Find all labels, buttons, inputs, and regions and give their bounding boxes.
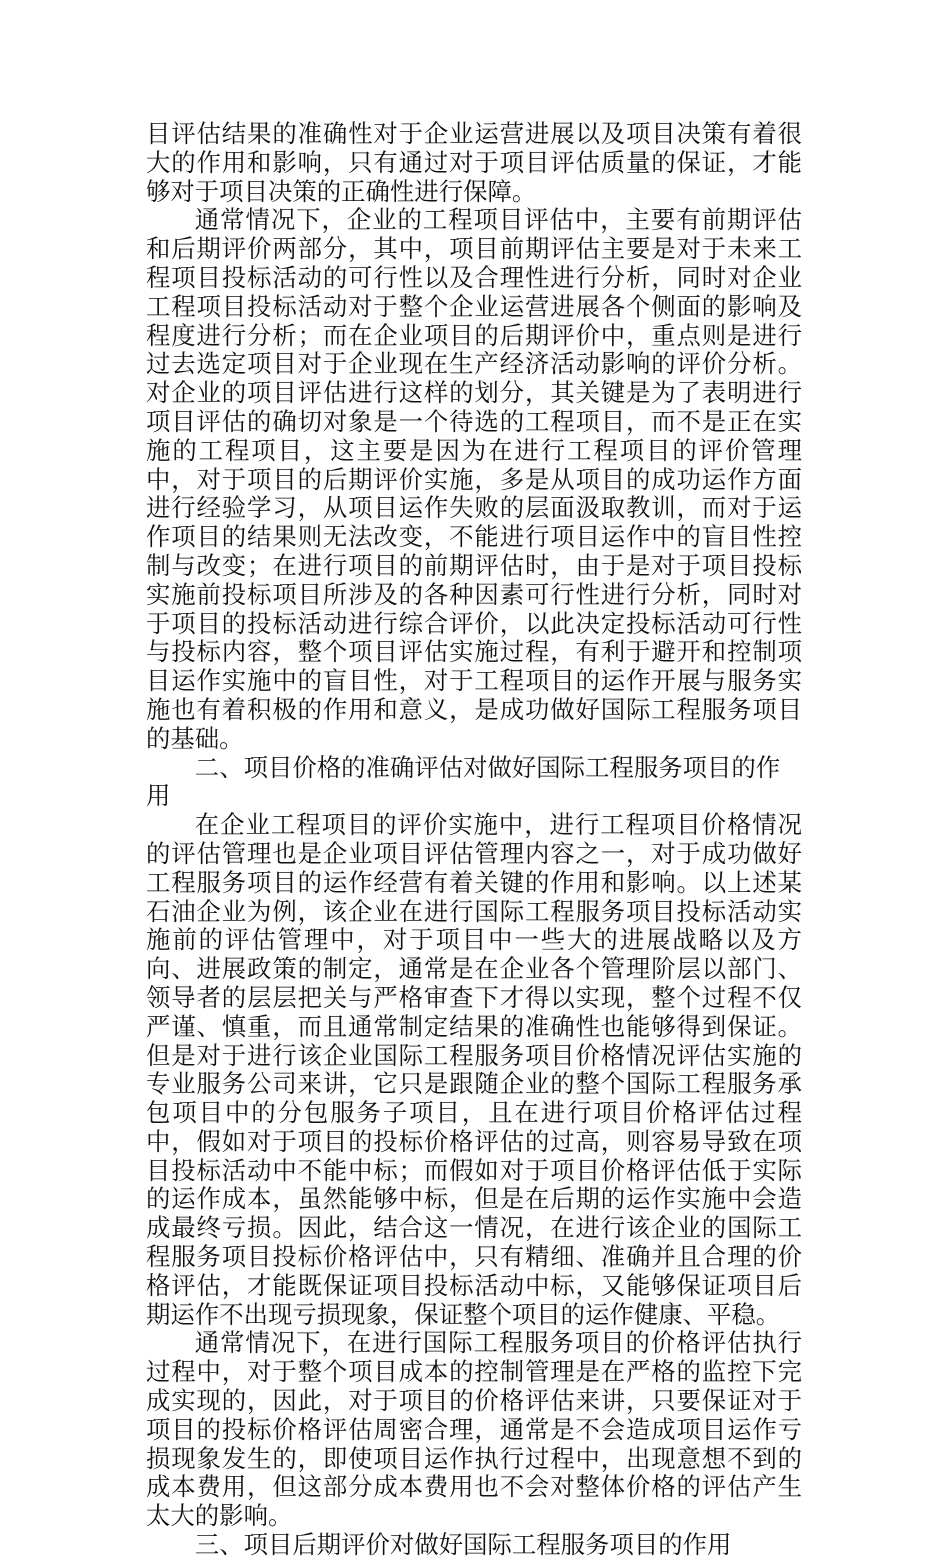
paragraph-2: 通常情况下，企业的工程项目评估中，主要有前期评估和后期评价两部分，其中，项目前期评估主要是对于未来工程项目投标活动的可行性以及合理性进行分析，同时对企业工程项目投标活动对于整个企业运营进展各个侧面的影响及程度进行分析；而在企业项目的后期评价中，重点则是进行过去选定项目对于企业现在生产经济活动影响的评价分析。对企业的项目评估进行这样的划分，其关键是为了表明进行项目评估的确切对象是一个待选的工程项目，而不是正在实施的工程项目，这主要是因为在进行工程项目的评价管理中，对于项目的后期评价实施，多是从项目的成功运作方面进行经验学习，从项目运作失败的层面汲取教训，而对于运作项目的结果则无法改变，不能进行项目运作中的盲目性控制与改变；在进行项目的前期评估时，由于是对于项目投标实施前投标项目所涉及的各种因素可行性进行分析，同时对于项目的投标活动进行综合评价，以此决定投标活动可行性与投标内容，整个项目评估实施过程，有利于避开和控制项目运作实施中的盲目性，对于工程项目的运作开展与服务实施也有着积极的作用和意义，是成功做好国际工程服务项目的基础。: [146, 205, 802, 753]
paragraph-1: 目评估结果的准确性对于企业运营进展以及项目决策有着很大的作用和影响，只有通过对于项目评估质量的保证，才能够对于项目决策的正确性进行保障。: [146, 119, 802, 206]
paragraph-4: 通常情况下，在进行国际工程服务项目的价格评估执行过程中，对于整个项目成本的控制管理是在严格的监控下完成实现的，因此，对于项目的价格评估来讲，只要保证对于项目的投标价格评估周密合理，通常是不会造成项目运作亏损现象发生的，即使项目运作执行过程中，出现意想不到的成本费用，但这部分成本费用也不会对整体价格的评估产生太大的影响。: [146, 1328, 802, 1531]
section-heading-3: 三、项目后期评价对做好国际工程服务项目的作用: [194, 1530, 732, 1560]
section-heading-2: 二、项目价格的准确评估对做好国际工程服务项目的作用: [146, 752, 781, 811]
paragraph-3: 在企业工程项目的评价实施中，进行工程项目价格情况的评估管理也是企业项目评估管理内容之一，对于成功做好工程服务项目的运作经营有着关键的作用和影响。以上述某石油企业为例，该企业在进行国际工程服务项目投标活动实施前的评估管理中，对于项目中一些大的进展战略以及方向、进展政策的制定，通常是在企业各个管理阶层以部门、领导者的层层把关与严格审查下才得以实现，整个过程不仅严谨、慎重，而且通常制定结果的准确性也能够得到保证。但是对于进行该企业国际工程服务项目价格情况评估实施的专业服务公司来讲，它只是跟随企业的整个国际工程服务承包项目中的分包服务子项目，且在进行项目价格评估过程中，假如对于项目的投标价格评估的过高，则容易导致在项目投标活动中不能中标；而假如对于项目价格评估低于实际的运作成本，虽然能够中标，但是在后期的运作实施中会造成最终亏损。因此，结合这一情况，在进行该企业的国际工程服务项目投标价格评估中，只有精细、准确并且合理的价格评估，才能既保证项目投标活动中标，又能够保证项目后期运作不出现亏损现象，保证整个项目的运作健康、平稳。: [146, 810, 802, 1329]
